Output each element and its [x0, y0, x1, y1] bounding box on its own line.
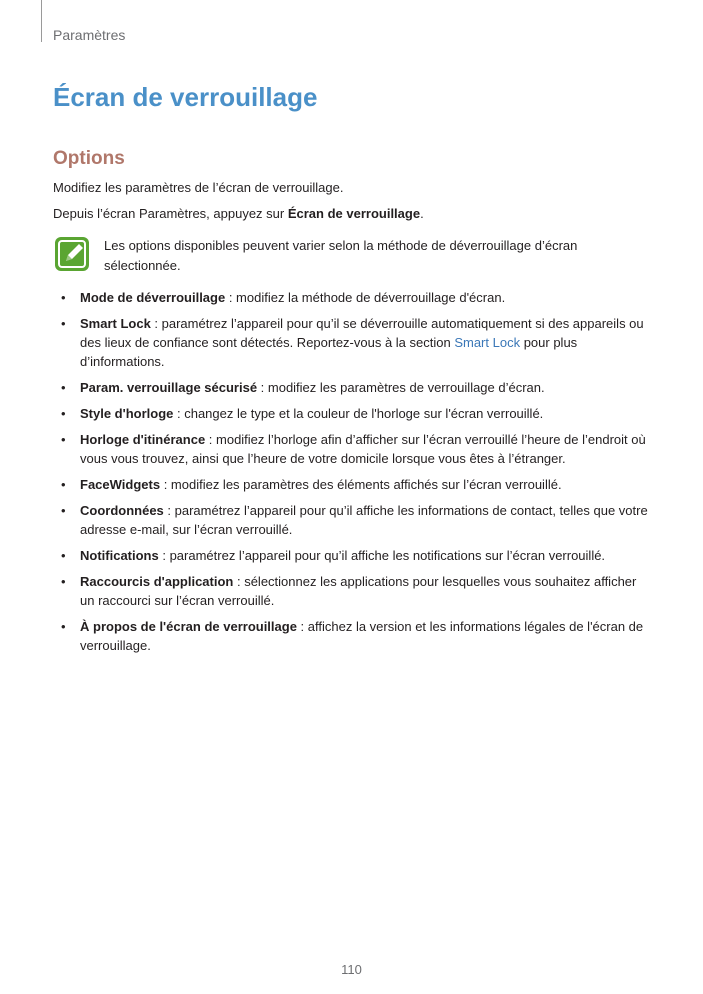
- bullet-dot: •: [61, 619, 66, 634]
- instruction-bold: Écran de verrouillage: [287, 206, 421, 221]
- list-item: [0, 314, 703, 371]
- option-description: : affichez la version et les informations légales de l'écran de verrouillage.: [80, 619, 644, 653]
- bullet-dot: •: [61, 316, 66, 331]
- instruction-after: .: [420, 206, 424, 221]
- note-text: Les options disponibles peuvent varier selon la méthode de déverrouillage d’écran sélectionnée.: [104, 238, 578, 273]
- option-term: Mode de déverrouillage: [80, 290, 226, 305]
- header-section-label: Paramètres: [53, 27, 126, 43]
- bullet-dot: •: [61, 432, 66, 447]
- option-description: : paramétrez l’appareil pour qu’il affiche les informations de contact, telles que votre adresse e-mail, sur l’écran verrouillé.: [80, 503, 648, 537]
- option-description-after: pour plus d’informations.: [80, 335, 578, 369]
- list-item: [0, 572, 703, 610]
- list-item: [0, 404, 703, 423]
- list-item: [0, 546, 703, 565]
- bullet-dot: •: [61, 290, 66, 305]
- list-item: [0, 475, 703, 494]
- bullet-dot: •: [61, 406, 66, 421]
- option-term: Param. verrouillage sécurisé: [80, 380, 258, 395]
- option-description: : modifiez les paramètres de verrouillage d’écran.: [257, 380, 545, 395]
- page-number: 110: [341, 962, 362, 977]
- note-pencil-icon: [54, 236, 90, 272]
- instruction-text: [53, 206, 424, 221]
- intro-text: Modifiez les paramètres de l’écran de verrouillage.: [53, 180, 344, 195]
- option-term: Notifications: [80, 548, 159, 563]
- options-list: [0, 288, 703, 662]
- option-term: À propos de l'écran de verrouillage: [80, 619, 297, 634]
- option-term: Coordonnées: [80, 503, 164, 518]
- option-term: Horloge d'itinérance: [80, 432, 206, 447]
- list-item: [0, 617, 703, 655]
- option-description: : modifiez l’horloge afin d’afficher sur l’écran verrouillé l’heure de l’endroit où vous vous trouvez, ainsi que l’heure de votre domicile lorsque vous êtes à l’étranger.: [80, 432, 646, 466]
- header-rule: [41, 0, 42, 42]
- bullet-dot: •: [61, 503, 66, 518]
- list-item: [0, 378, 703, 397]
- option-description: : changez le type et la couleur de l'horloge sur l'écran verrouillé.: [173, 406, 544, 421]
- option-term: FaceWidgets: [80, 477, 161, 492]
- section-link[interactable]: Smart Lock: [454, 335, 521, 350]
- page-title: Écran de verrouillage: [53, 82, 318, 112]
- option-description: : paramétrez l’appareil pour qu’il affiche les notifications sur l’écran verrouillé.: [158, 548, 606, 563]
- list-item: [0, 430, 703, 468]
- option-description: : paramétrez l’appareil pour qu’il se déverrouille automatiquement si des appareils ou des lieux de confiance sont détectés. Reportez-vous à la section: [80, 316, 644, 350]
- section-heading: Options: [53, 148, 125, 169]
- instruction-before: Depuis l’écran Paramètres, appuyez sur: [53, 206, 288, 221]
- bullet-dot: •: [61, 477, 66, 492]
- bullet-dot: •: [61, 574, 66, 589]
- option-description: : modifiez la méthode de déverrouillage d'écran.: [225, 290, 506, 305]
- option-description: : sélectionnez les applications pour lesquelles vous souhaitez afficher un raccourci sur l’écran verrouillé.: [80, 574, 637, 608]
- list-item: [0, 501, 703, 539]
- option-term: Raccourcis d'application: [80, 574, 234, 589]
- list-item: [0, 288, 703, 307]
- bullet-dot: •: [61, 548, 66, 563]
- option-term: Style d'horloge: [80, 406, 174, 421]
- bullet-dot: •: [61, 380, 66, 395]
- option-term: Smart Lock: [80, 316, 151, 331]
- option-description: : modifiez les paramètres des éléments affichés sur l’écran verrouillé.: [160, 477, 562, 492]
